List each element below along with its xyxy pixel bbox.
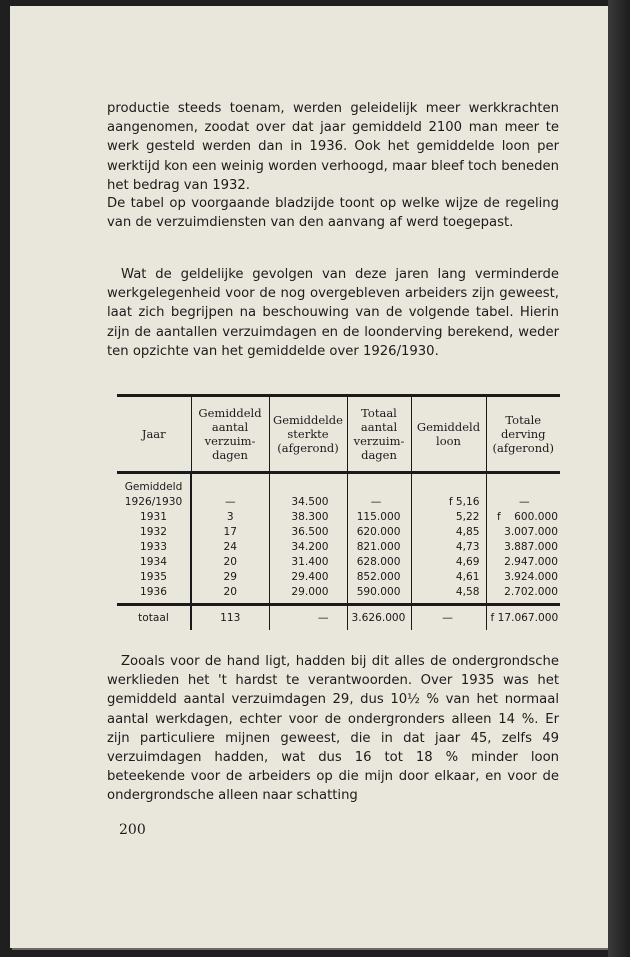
cell: Gemiddeld xyxy=(124,481,183,493)
table-header-row xyxy=(117,396,560,473)
wage-loss-table xyxy=(117,394,560,630)
page-number: 200 xyxy=(119,822,146,838)
cell: 3.007.000 xyxy=(486,525,560,540)
table-row xyxy=(117,570,560,585)
cell: 3.626.000 xyxy=(347,605,411,631)
cell: f 600.000 xyxy=(486,510,560,525)
table-row xyxy=(117,540,560,555)
cell: 1931 xyxy=(140,511,167,523)
cell: 34.200 xyxy=(269,540,347,555)
cell: 38.300 xyxy=(269,510,347,525)
cell: 20 xyxy=(191,585,269,605)
cell: 24 xyxy=(191,540,269,555)
cell: 4,58 xyxy=(411,585,486,605)
header-gem-loon: Gemiddeld loon xyxy=(411,396,486,473)
cell: 20 xyxy=(191,555,269,570)
cell: 4,69 xyxy=(411,555,486,570)
cell: 1936 xyxy=(140,586,167,598)
header-totaal-verzuimdagen: Totaal aantal verzuim-dagen xyxy=(347,396,411,473)
cell: 4,61 xyxy=(411,570,486,585)
table-row xyxy=(117,525,560,540)
cell: 17 xyxy=(191,525,269,540)
cell: — xyxy=(486,495,560,510)
cell: 3.887.000 xyxy=(486,540,560,555)
cell: 1933 xyxy=(140,541,167,553)
table-row xyxy=(117,510,560,525)
cell: f 5,16 xyxy=(411,495,486,510)
cell: — xyxy=(347,495,411,510)
cell: 1926/1930 xyxy=(124,496,183,508)
cell xyxy=(411,473,486,496)
cell: 5,22 xyxy=(411,510,486,525)
table-row xyxy=(117,555,560,570)
paragraph-1: productie steeds toenam, werden geleidelijk meer werkkrachten aangenomen, zoodat over dat jaar gemiddeld 2100 man meer te werk gesteld werden dan in 1936. Ook het gemiddelde loon per werktijd kon een weinig worden verhoogd, maar bleef toch beneden het bedrag van 1932. xyxy=(107,101,559,193)
header-jaar: Jaar xyxy=(117,396,191,473)
cell: 1935 xyxy=(140,571,167,583)
cell xyxy=(269,473,347,496)
cell: totaal xyxy=(117,605,191,631)
cell: 29.400 xyxy=(269,570,347,585)
cell: 821.000 xyxy=(347,540,411,555)
cell: — xyxy=(191,495,269,510)
cell: 36.500 xyxy=(269,525,347,540)
book-spine xyxy=(608,0,630,957)
cell: — xyxy=(269,605,347,631)
cell: 29.000 xyxy=(269,585,347,605)
header-totale-derving: Totale derving (afgerond) xyxy=(486,396,560,473)
cell: 620.000 xyxy=(347,525,411,540)
header-gem-verzuimdagen: Gemiddeld aantal verzuim-dagen xyxy=(191,396,269,473)
paragraph-3: Wat de geldelijke gevolgen van deze jaren lang verminderde werkgelegenheid voor de nog overgebleven arbeiders zijn geweest, laat zich begrijpen na beschouwing van de volgende tabel. Hierin zijn de aantallen verzuimdagen en de loonderving berekend, weder ten opzichte van het gemiddelde over 1926/1930. xyxy=(107,267,559,359)
cell xyxy=(347,473,411,496)
cell xyxy=(486,473,560,496)
cell: 4,85 xyxy=(411,525,486,540)
cell: 3 xyxy=(191,510,269,525)
table-row xyxy=(117,585,560,605)
cell: 34.500 xyxy=(269,495,347,510)
header-gem-sterkte: Gemiddelde sterkte (afgerond) xyxy=(269,396,347,473)
cell: 1934 xyxy=(140,556,167,568)
cell xyxy=(191,473,269,496)
cell: 29 xyxy=(191,570,269,585)
cell: 2.947.000 xyxy=(486,555,560,570)
cell: 590.000 xyxy=(347,585,411,605)
table-row xyxy=(117,473,560,496)
paragraph-4: Zooals voor de hand ligt, hadden bij dit alles de ondergrondsche werklieden het 't hardst te verantwoorden. Over 1935 was het gemiddeld aantal verzuimdagen 29, dus 10½ % van het normaal aantal werkdagen, echter voor de ondergronders alleen 14 %. Er zijn particuliere mijnen geweest, die in dat jaar 45, zelfs 49 verzuimdagen hadden, wat dus 16 tot 18 % minder loon beteekende voor de arbeiders op die mijn door elkaar, en voor de ondergrondsche alleen naar schatting xyxy=(107,654,559,804)
cell: 1932 xyxy=(140,526,167,538)
paragraph-2: De tabel op voorgaande bladzijde toont op welke wijze de regeling van de verzuimdiensten van den aanvang af werd toegepast. xyxy=(107,196,559,231)
cell: 113 xyxy=(191,605,269,631)
table-row xyxy=(117,495,560,510)
cell: 2.702.000 xyxy=(486,585,560,605)
table-total-row xyxy=(117,605,560,631)
cell: — xyxy=(411,605,486,631)
cell: 31.400 xyxy=(269,555,347,570)
cell: f 17.067.000 xyxy=(486,605,560,631)
cell: 115.000 xyxy=(347,510,411,525)
cell: 3.924.000 xyxy=(486,570,560,585)
cell: 628.000 xyxy=(347,555,411,570)
cell: 852.000 xyxy=(347,570,411,585)
cell: 4,73 xyxy=(411,540,486,555)
